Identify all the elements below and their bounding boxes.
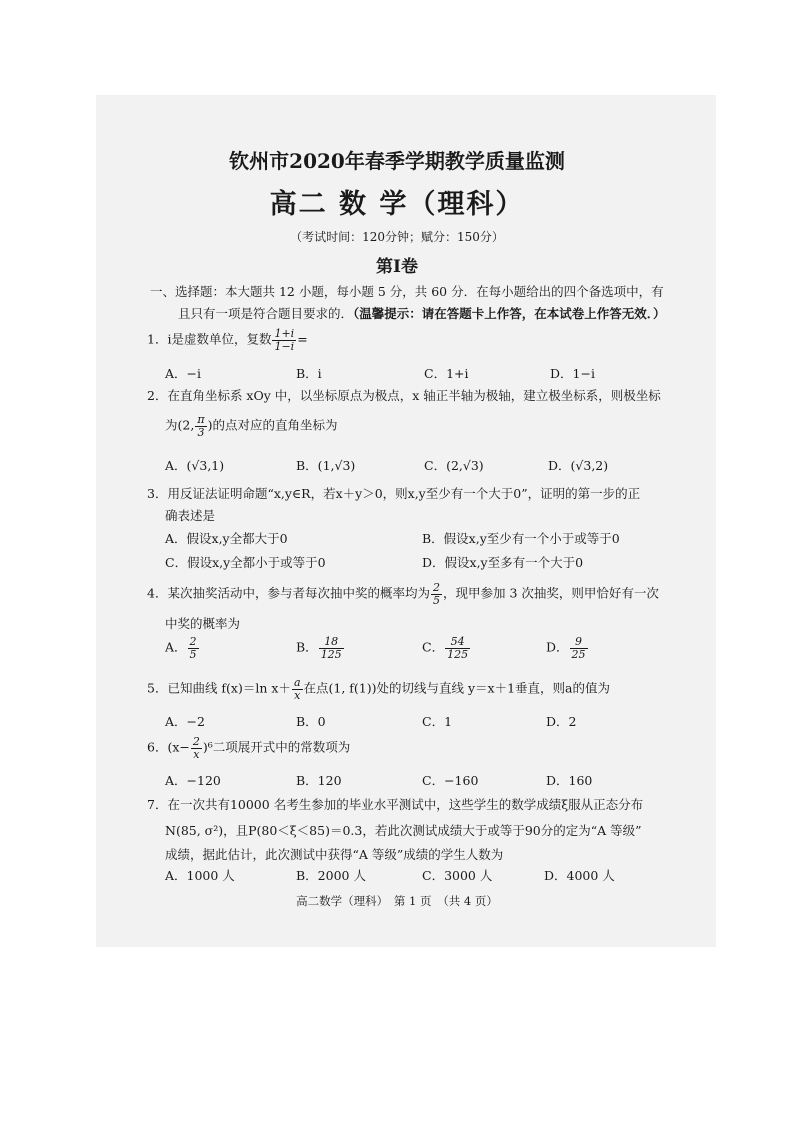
q1-option-c: C．1+i: [424, 366, 469, 381]
q1-option-d: D．1−i: [550, 366, 595, 381]
question-4-fraction: [431, 582, 442, 606]
fraction-numerator: 2: [189, 635, 197, 648]
question-6-text-post: )⁶二项展开式中的常数项为: [202, 739, 351, 755]
q5-option-a: A．−2: [165, 714, 205, 729]
q1-option-a: A．−i: [165, 366, 201, 381]
fraction-denominator: 125: [447, 647, 469, 661]
question-2-stem-line2: [165, 414, 337, 438]
q2-option-a: A．(√3,1): [165, 458, 225, 473]
question-3-stem-line2: 确表述是: [165, 508, 216, 523]
fraction-numerator: a: [293, 676, 301, 689]
question-4-stem-line2: 中奖的概率为: [165, 616, 241, 631]
fraction-denominator: x: [294, 688, 301, 702]
fraction-numerator: 54: [445, 636, 470, 649]
q1-option-b: B．i: [296, 366, 322, 381]
q3-option-d: D．假设x,y至多有一个大于0: [422, 555, 584, 570]
fraction-denominator: 5: [189, 647, 197, 661]
option-fraction: [570, 636, 588, 660]
q4-option-c: [422, 636, 471, 660]
polar-point-left: (2,: [177, 417, 195, 433]
fraction-denominator: 5: [432, 593, 440, 607]
question-5-fraction: [292, 677, 303, 701]
question-4-stem-line1: [147, 582, 659, 606]
q6-option-c: C．−160: [422, 773, 479, 788]
option-fraction: [319, 636, 344, 660]
fraction-denominator: 3: [197, 425, 205, 439]
q7-option-c: C．3000 人: [422, 868, 493, 883]
fraction-numerator: 9: [570, 636, 588, 649]
exam-subject: 高二 数 学（理科）: [269, 189, 525, 220]
question-6-stem: [147, 736, 350, 760]
option-fraction: [445, 636, 470, 660]
q5-option-d: D．2: [546, 714, 577, 729]
question-2-text-post: 的点对应的直角坐标为: [212, 417, 338, 433]
q2-option-d: D．(√3,2): [548, 458, 609, 473]
question-3-stem-line1: 3．用反证法证明命题“x,y∈R，若x＋y＞0，则x,y至少有一个大于0”，证明的第一步的正: [147, 486, 641, 501]
question-5-text-post: 在点(1, f(1))处的切线与直线 y＝x＋1垂直，则a的值为: [303, 680, 610, 696]
question-2-fraction: [195, 414, 206, 438]
question-7-stem-line2: N(85, σ²)，且P(80＜ξ＜85)＝0.3，若此次测试成绩大于或等于90分的定为“A 等级”: [165, 823, 642, 838]
fraction-numerator: 1+i: [274, 327, 295, 340]
q6-option-d: D．160: [546, 773, 593, 788]
exam-title: 钦州市2020年春季学期教学质量监测: [229, 149, 565, 173]
q7-option-d: D．4000 人: [544, 868, 615, 883]
option-label: B．: [296, 639, 318, 655]
fraction-denominator: 1−i: [274, 339, 295, 353]
q4-option-d: [546, 636, 589, 660]
q2-option-b: B．(1,√3): [296, 458, 356, 473]
question-6-text-pre: 6．(x−: [147, 739, 190, 755]
q2-option-c: C．(2,√3): [424, 458, 484, 473]
question-1-stem: [147, 328, 308, 352]
q5-option-b: B．0: [296, 714, 326, 729]
exam-info: （考试时间：120分钟；赋分：150分）: [290, 230, 504, 244]
polar-point-right: ): [207, 417, 213, 433]
question-5-text-pre: 5．已知曲线 f(x)＝ln x＋: [147, 680, 291, 696]
question-6-fraction: [191, 736, 202, 760]
section-instructions-line1: 一、选择题：本大题共 12 小题，每小题 5 分，共 60 分．在每小题给出的四个备选项中，有: [150, 284, 664, 299]
question-7-stem-line3: 成绩，据此估计，此次测试中获得“A 等级”成绩的学生人数为: [165, 847, 504, 862]
option-label: D．: [546, 639, 569, 655]
option-label: C．: [422, 639, 445, 655]
q4-option-b: [296, 636, 345, 660]
section-instructions-text: 且只有一项是符合题目要求的．: [178, 306, 354, 321]
question-1-equals: =: [297, 331, 308, 347]
fraction-numerator: 2: [432, 581, 440, 594]
q7-option-a: A．1000 人: [165, 868, 235, 883]
q3-option-c: C．假设x,y全都小于或等于0: [165, 555, 326, 570]
fraction-denominator: x: [193, 747, 200, 761]
volume-heading: 第Ⅰ卷: [376, 257, 418, 277]
q3-option-b: B．假设x,y至少有一个小于或等于0: [422, 531, 620, 546]
fraction-denominator: 25: [571, 647, 586, 661]
q3-option-a: A．假设x,y全都大于0: [165, 531, 288, 546]
fraction-denominator: 125: [320, 647, 342, 661]
q4-option-a: [165, 636, 200, 660]
fraction-numerator: 18: [319, 636, 344, 649]
page-footer: 高二数学（理科） 第 1 页 （共 4 页）: [296, 894, 498, 908]
option-fraction: [188, 636, 199, 660]
question-2-stem-line1: 2．在直角坐标系 xOy 中，以坐标原点为极点，x 轴正半轴为极轴，建立极坐标系，则极坐标: [147, 388, 661, 403]
q6-option-b: B．120: [296, 773, 342, 788]
question-4-text-post: ，现甲参加 3 次抽奖，则甲恰好有一次: [442, 585, 659, 601]
section-instructions-line2: [178, 304, 666, 322]
question-2-text-pre: 为: [165, 417, 178, 433]
question-1-fraction: [272, 328, 296, 352]
question-7-stem-line1: 7．在一次共有10000 名考生参加的毕业水平测试中，这些学生的数学成绩ξ服从正态分布: [147, 797, 644, 812]
question-1-text: 1．i是虚数单位，复数: [147, 331, 272, 347]
q7-option-b: B．2000 人: [296, 868, 366, 883]
q5-option-c: C．1: [422, 714, 453, 729]
question-5-stem: [147, 677, 610, 701]
fraction-numerator: π: [197, 413, 205, 426]
q6-option-a: A．−120: [165, 773, 221, 788]
option-label: A．: [165, 639, 187, 655]
section-warm-tip: （温馨提示：请在答题卡上作答，在本试卷上作答无效．）: [353, 306, 666, 321]
question-4-text-pre: 4．某次抽奖活动中，参与者每次抽中奖的概率均为: [147, 585, 430, 601]
fraction-numerator: 2: [192, 735, 200, 748]
